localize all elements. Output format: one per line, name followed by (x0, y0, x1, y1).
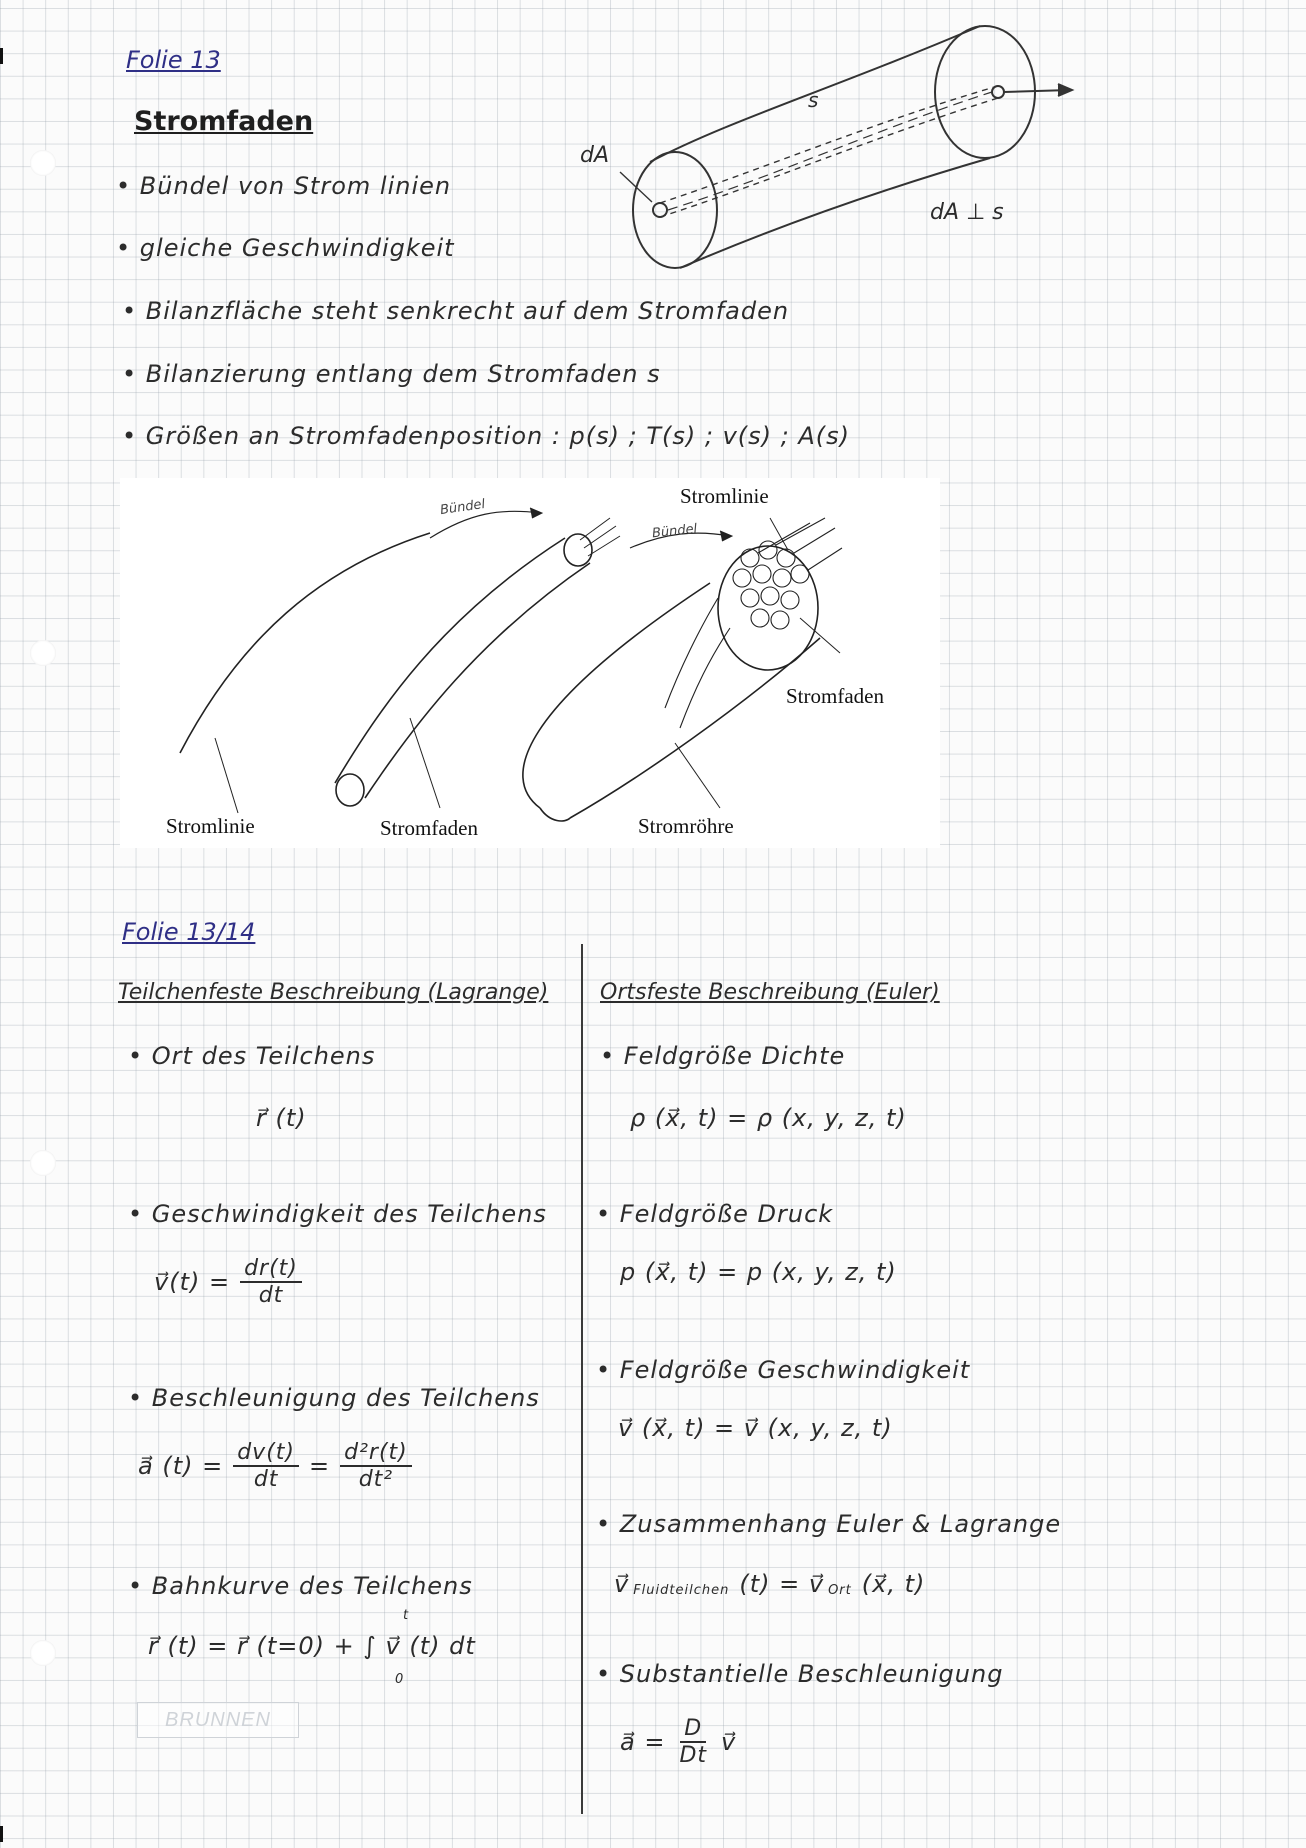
stream-filament-edge (365, 563, 590, 798)
punch-hole (30, 1150, 56, 1176)
integral-lower-limit: 0 (395, 1672, 404, 1687)
euler-bullet: • Zusammenhang Euler & Lagrange (596, 1510, 1062, 1538)
folie-label-2: Folie 13/14 (122, 918, 256, 946)
fraction-denominator: dt (258, 1283, 284, 1308)
brand-logo: BRUNNEN (137, 1702, 299, 1738)
streamline-curve (180, 533, 430, 753)
euler-formula (614, 1570, 925, 1598)
subscript: Fluidteilchen (633, 1583, 730, 1598)
fraction-denominator: dt² (358, 1467, 394, 1492)
formula-lhs: a⃗ = (620, 1728, 666, 1756)
euler-formula: v⃗ (x⃗, t) = v⃗ (x, y, z, t) (618, 1414, 893, 1442)
folie-label: Folie 13 (126, 46, 221, 74)
formula-rhs: v⃗ (721, 1728, 737, 1756)
punch-hole (30, 1640, 56, 1666)
fraction (240, 1256, 302, 1308)
formula-equals: = (309, 1452, 331, 1480)
label-dA-perp-s: dA ⊥ s (930, 200, 1004, 225)
stream-tube-edge (570, 638, 820, 818)
integral-upper-limit: t (403, 1608, 409, 1623)
bullet-item: • gleiche Geschwindigkeit (116, 234, 455, 262)
inlet-cross-section (633, 152, 717, 268)
lagrange-bullet: • Ort des Teilchens (128, 1042, 376, 1070)
figure-label-stromfaden: Stromfaden (380, 816, 478, 840)
bullet-item: • Bündel von Strom linien (116, 172, 452, 200)
bullet-item: • Größen an Stromfadenposition : p(s) ; T(s) ; v(s) ; A(s) (122, 422, 851, 450)
stream-tube-sketch (580, 10, 1100, 300)
right-column-heading: Ortsfeste Beschreibung (Euler) (600, 980, 940, 1005)
fraction-denominator: Dt (679, 1743, 708, 1768)
stream-tube-edge (523, 583, 710, 808)
fraction-numerator: dv(t) (233, 1440, 299, 1467)
formula-part: (t) = v⃗ (739, 1570, 825, 1598)
scan-edge-mark (0, 48, 3, 64)
stream-tube-inlet (718, 546, 818, 670)
lagrange-bullet: • Geschwindigkeit des Teilchens (128, 1200, 547, 1228)
lagrange-formula: r⃗ (t) (256, 1104, 307, 1132)
punch-hole (30, 150, 56, 176)
bullet-item: • Bilanzierung entlang dem Stromfaden s (122, 360, 661, 388)
left-column-heading: Teilchenfeste Beschreibung (Lagrange) (118, 980, 549, 1005)
scan-edge-mark (0, 1826, 3, 1842)
fraction (340, 1440, 412, 1492)
figure-label-stromlinie: Stromlinie (166, 814, 255, 838)
fraction-numerator: D (680, 1716, 706, 1743)
lagrange-formula (138, 1440, 412, 1492)
subscript: Ort (828, 1583, 852, 1598)
streamline-figure-drawing (120, 478, 940, 848)
figure-label-buendel-1: Bündel (439, 496, 487, 519)
punch-hole (30, 640, 56, 666)
bullet-item: • Bilanzfläche steht senkrecht auf dem Stromfaden (122, 297, 790, 325)
lagrange-formula (154, 1256, 302, 1308)
lagrange-bullet: • Beschleunigung des Teilchens (128, 1384, 540, 1412)
euler-formula: ρ (x⃗, t) = ρ (x, y, z, t) (630, 1104, 907, 1132)
euler-formula: p (x⃗, t) = p (x, y, z, t) (620, 1258, 897, 1286)
euler-bullet: • Feldgröße Geschwindigkeit (596, 1356, 971, 1384)
figure-label-stromfaden-right: Stromfaden (786, 684, 884, 708)
formula-part: v⃗ (614, 1570, 630, 1598)
fraction (675, 1716, 711, 1768)
fraction (233, 1440, 299, 1492)
figure-label-stromroehre: Stromröhre (638, 814, 734, 838)
euler-bullet: • Substantielle Beschleunigung (596, 1660, 1004, 1688)
euler-formula (620, 1716, 736, 1768)
euler-bullet: • Feldgröße Druck (596, 1200, 834, 1228)
page-title: Stromfaden (134, 106, 314, 137)
figure-label-stromlinie-top: Stromlinie (680, 484, 769, 508)
figure-label-buendel-2: Bündel (651, 521, 698, 542)
label-s: s (808, 88, 819, 112)
streamline-figure (120, 478, 940, 848)
fraction-denominator: dt (253, 1467, 279, 1492)
lagrange-formula: r⃗ (t) = r⃗ (t=0) + ∫ v⃗ (t) dt (148, 1632, 476, 1660)
formula-part: (x⃗, t) (861, 1570, 926, 1598)
fraction-numerator: dr(t) (240, 1256, 302, 1283)
lagrange-bullet: • Bahnkurve des Teilchens (128, 1572, 473, 1600)
formula-lhs: v⃗(t) = (154, 1268, 231, 1296)
label-dA: dA (580, 143, 610, 168)
euler-bullet: • Feldgröße Dichte (600, 1042, 846, 1070)
column-divider (581, 944, 583, 1814)
fraction-numerator: d²r(t) (340, 1440, 412, 1467)
formula-lhs: a⃗ (t) = (138, 1452, 224, 1480)
